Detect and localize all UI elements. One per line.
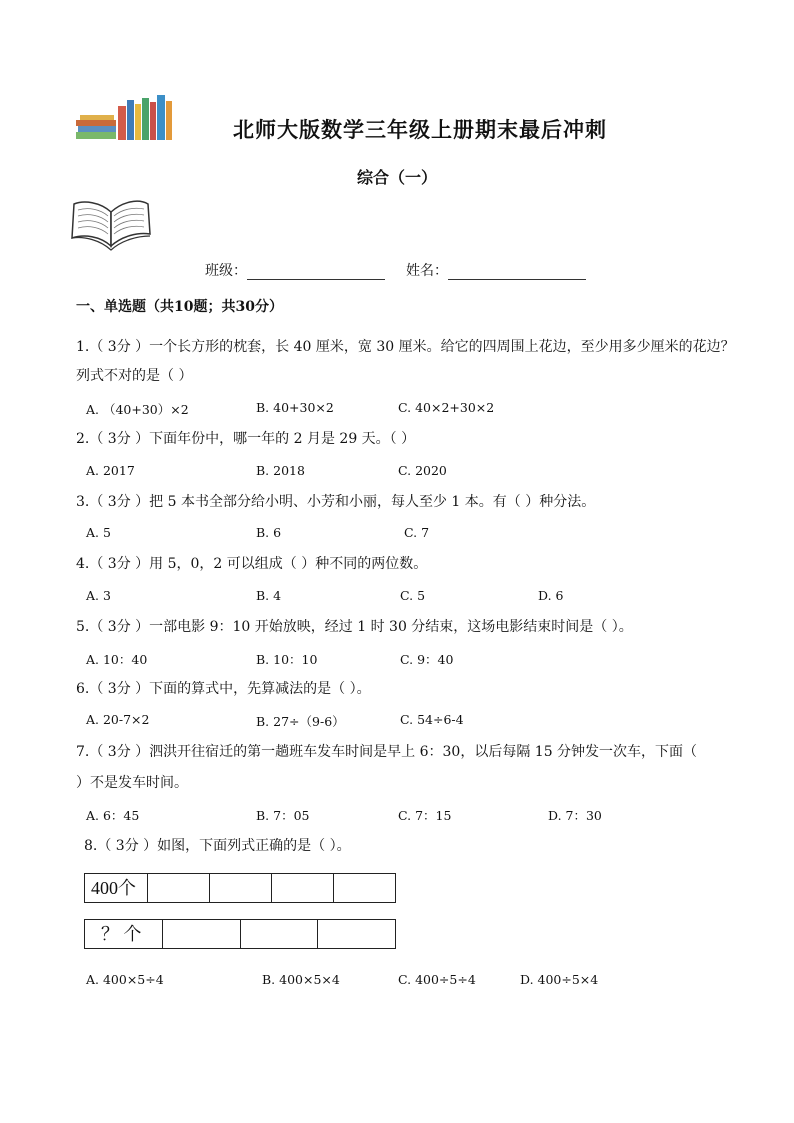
question-7-option-b[interactable]: B. 7：05	[256, 808, 310, 823]
question-8-option-b[interactable]: B. 400×5×4	[262, 972, 340, 987]
bar-diagram-cell	[240, 920, 317, 948]
question-3-option-b[interactable]: B. 6	[256, 525, 282, 540]
bar-diagram-cell	[147, 874, 209, 902]
name-label: 姓名：	[406, 263, 448, 279]
question-5-line-1: 5.（ 3分 ）一部电影 9：10 开始放映，经过 1 时 30 分结束，这场电影结束时间是（ ）。	[76, 619, 633, 635]
question-4-option-c[interactable]: C. 5	[400, 588, 426, 603]
question-5-option-c[interactable]: C. 9：40	[400, 652, 454, 667]
question-8-line-1: 8.（ 3分 ）如图，下面列式正确的是（ ）。	[84, 838, 351, 854]
question-6-option-b[interactable]: B. 27÷（9-6）	[256, 714, 345, 729]
question-4-line-1: 4.（ 3分 ）用 5，0，2 可以组成（ ）种不同的两位数。	[76, 556, 428, 572]
question-7-option-d[interactable]: D. 7：30	[548, 808, 602, 823]
question-8-option-c[interactable]: C. 400÷5÷4	[398, 972, 476, 987]
question-1-option-b[interactable]: B. 40+30×2	[256, 400, 334, 415]
question-3-option-a[interactable]: A. 5	[86, 525, 111, 540]
question-7-option-a[interactable]: A. 6：45	[86, 808, 140, 823]
question-7-option-c[interactable]: C. 7：15	[398, 808, 452, 823]
bar-diagram-bottom-label: ？ 个	[101, 924, 142, 944]
name-blank[interactable]	[448, 265, 586, 280]
bar-diagram-top	[84, 873, 396, 903]
question-6-option-a[interactable]: A. 20-7×2	[86, 712, 150, 727]
name-field[interactable]	[406, 260, 586, 280]
question-1-option-a[interactable]: A. （40+30）×2	[86, 402, 189, 417]
question-7-line-2: ）不是发车时间。	[76, 775, 188, 791]
bar-diagram-cell	[209, 874, 271, 902]
question-5-option-b[interactable]: B. 10：10	[256, 652, 318, 667]
bar-diagram-cell	[317, 920, 395, 948]
question-2-line-1: 2.（ 3分 ）下面年份中，哪一年的 2 月是 29 天。（ ）	[76, 431, 416, 447]
question-4-option-b[interactable]: B. 4	[256, 588, 282, 603]
page-title: 北师大版数学三年级上册期末最后冲刺	[233, 117, 607, 142]
question-4-option-d[interactable]: D. 6	[538, 588, 564, 603]
question-2-option-b[interactable]: B. 2018	[256, 463, 305, 478]
bar-diagram-cell	[333, 874, 395, 902]
question-2-option-c[interactable]: C. 2020	[398, 463, 447, 478]
question-5-option-a[interactable]: A. 10：40	[86, 652, 148, 667]
bar-diagram-top-label: 400个	[91, 878, 136, 898]
question-3-option-c[interactable]: C. 7	[404, 525, 430, 540]
page-subtitle: 综合（一）	[356, 168, 437, 187]
bar-diagram-cell	[271, 874, 333, 902]
class-label: 班级：	[205, 263, 247, 279]
question-8-option-a[interactable]: A. 400×5÷4	[86, 972, 164, 987]
question-1-line-1: 1.（ 3分 ）一个长方形的枕套，长 40 厘米，宽 30 厘米。给它的四周围上花边，至少用多少厘米的花边？	[76, 339, 735, 355]
class-field[interactable]	[205, 260, 385, 280]
question-1-option-c[interactable]: C. 40×2+30×2	[398, 400, 495, 415]
question-6-line-1: 6.（ 3分 ）下面的算式中，先算减法的是（ ）。	[76, 681, 371, 697]
question-6-option-c[interactable]: C. 54÷6-4	[400, 712, 464, 727]
bar-diagram-cell	[162, 920, 240, 948]
question-8-option-d[interactable]: D. 400÷5×4	[520, 972, 599, 987]
open-book-icon	[70, 194, 152, 252]
question-1-line-2: 列式不对的是（ ）	[76, 368, 193, 384]
section-title: 一、单选题（共10题；共30分）	[76, 299, 283, 315]
question-2-option-a[interactable]: A. 2017	[86, 463, 135, 478]
question-7-line-1: 7.（ 3分 ）泗洪开往宿迁的第一趟班车发车时间是早上 6：30，以后每隔 15 分钟发一次车，下面（	[76, 744, 698, 760]
question-4-option-a[interactable]: A. 3	[86, 588, 111, 603]
question-3-line-1: 3.（ 3分 ）把 5 本书全部分给小明、小芳和小丽，每人至少 1 本。有（ ）种分法。	[76, 494, 596, 510]
bar-diagram-bottom	[84, 919, 396, 949]
class-blank[interactable]	[247, 265, 385, 280]
